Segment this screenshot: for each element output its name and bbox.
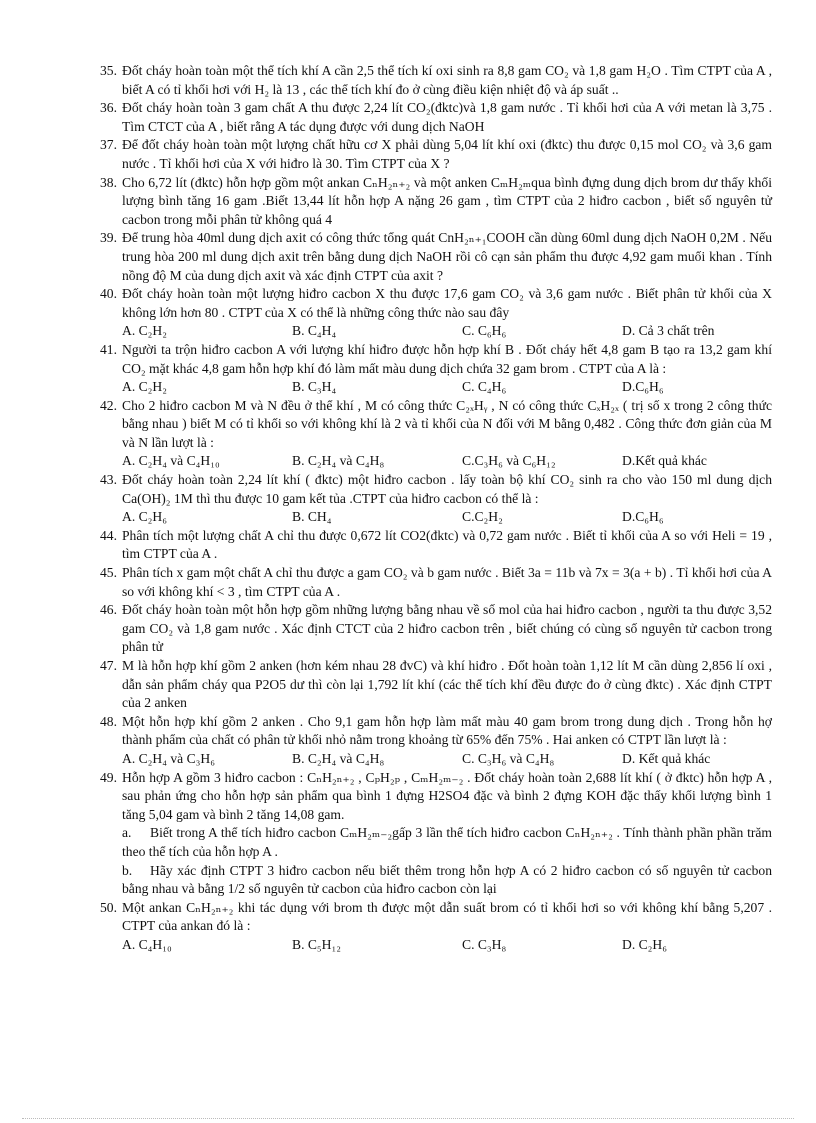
question-number: 49. bbox=[100, 769, 117, 785]
answer-choice-d: D.C₆H₆ bbox=[622, 379, 664, 395]
question-41 bbox=[100, 341, 772, 397]
answer-choice-c: C. C₆H₆ bbox=[462, 323, 507, 339]
question-38 bbox=[100, 174, 772, 230]
answer-choice-d: D. Kết quả khác bbox=[622, 750, 711, 766]
question-text: Hỗn hợp A gồm 3 hiđro cacbon : CₙH₂ₙ₊₂ , CₚH₂ₚ , CₘH₂ₘ₋₂ . Đốt cháy hoàn toàn 2,688 lít khí ( ở đktc) hỗn hợp A , sau phản ứng cho hỗn hợp sản phẩm qua bình 1 đựng H2SO4 đặc và bình 2 đựng KOH đặc thấy khối lượng bình 1 tăng 5,04 gam và bình 2 tăng 14,08 gam. bbox=[122, 769, 772, 822]
answer-choice-c: C. C₃H₆ và C₄H₈ bbox=[462, 750, 555, 766]
question-text-block bbox=[100, 471, 772, 508]
answer-choice-b: B. CH₄ bbox=[292, 509, 332, 525]
question-text: Phân tích x gam một chất A chỉ thu được a gam CO₂ và b gam nước . Biết 3a = 11b và 7x = 3(a + b) . Tỉ khối hơi của A so với không khí < 3 , tìm CTPT của A . bbox=[122, 565, 772, 599]
answer-choice-a: A. C₄H₁₀ bbox=[122, 936, 172, 952]
answer-choice-c: C.C₂H₂ bbox=[462, 509, 503, 525]
sub-question bbox=[122, 862, 772, 899]
question-number: 36. bbox=[100, 100, 117, 116]
question-number: 39. bbox=[100, 230, 117, 246]
answer-choice-b: B. C₂H₄ và C₄H₈ bbox=[292, 750, 385, 766]
question-47 bbox=[100, 657, 772, 713]
answer-choices bbox=[122, 936, 772, 955]
sub-question-text: Biết trong A thể tích hiđro cacbon CₘH₂ₘ₋₂gấp 3 lần thể tích hiđro cacbon CₙH₂ₙ₊₂ . Tính thành phần phần trăm theo thể tích của hỗn hợp A . bbox=[122, 825, 772, 859]
question-text: Đốt cháy hoàn toàn một lượng hiđro cacbon X thu được 17,6 gam CO₂ và 3,6 gam nước . Biết phân tử khối của X không lớn hơn 80 . CTPT của X có thể là những công thức nào sau đây bbox=[122, 286, 772, 320]
answer-choice-b: B. C₂H₄ và C₄H₈ bbox=[292, 453, 385, 469]
answer-choice-b: B. C₅H₁₂ bbox=[292, 936, 341, 952]
question-number: 48. bbox=[100, 713, 117, 729]
question-49 bbox=[100, 769, 772, 899]
question-36 bbox=[100, 99, 772, 136]
question-number: 43. bbox=[100, 472, 117, 488]
answer-choice-a: A. C₂H₄ và C₄H₁₀ bbox=[122, 453, 220, 469]
question-text: M là hỗn hợp khí gồm 2 anken (hơn kém nhau 28 đvC) và khí hiđro . Đốt hoàn toàn 1,12 lít M cần dùng 2,856 lí oxi , dẫn sản phẩm cháy qua P2O5 dư thì còn lại 1,792 lít khí (các thể tích khí đều được đo ở cùng đktc) . Xác định CTPT của 2 anken bbox=[122, 658, 772, 711]
question-number: 44. bbox=[100, 527, 117, 543]
answer-choice-d: D.Kết quả khác bbox=[622, 453, 707, 469]
question-37 bbox=[100, 136, 772, 173]
question-text-block bbox=[100, 136, 772, 173]
question-text-block bbox=[100, 99, 772, 136]
answer-choice-d: D. C₂H₆ bbox=[622, 936, 667, 952]
question-40 bbox=[100, 285, 772, 341]
question-number: 38. bbox=[100, 174, 117, 190]
question-number: 47. bbox=[100, 658, 117, 673]
sub-question-label: b. bbox=[122, 862, 133, 878]
question-text-block bbox=[100, 601, 772, 657]
question-list bbox=[100, 62, 772, 955]
question-number: 37. bbox=[100, 137, 117, 153]
answer-choice-a: A. C₂H₂ bbox=[122, 379, 167, 395]
question-text: Một ankan CₙH₂ₙ₊₂ khi tác dụng với brom th được một dẫn suất brom có tỉ khối hơi so với không khí bằng 5,207 . CTPT của ankan đó là : bbox=[122, 899, 772, 934]
question-text: Đốt cháy hoàn toàn một thể tích khí A cần 2,5 thể tích kí oxi sinh ra 8,8 gam CO₂ và 1,8 gam H₂O . Tìm CTPT của A , biết A có tỉ khối hơi với H₂ là 13 , các thể tích khí đo ở cùng điều kiện nhiệt độ và áp suất .. bbox=[122, 63, 772, 97]
question-text: Cho 6,72 lít (đktc) hỗn hợp gồm một ankan CₙH₂ₙ₊₂ và một anken CₘH₂ₘqua bình đựng dung dịch brom dư thấy khối lượng bình tăng 16 gam .Biết 13,44 lít hỗn hợp A nặng 26 gam , tìm CTPT của 2 hiđro cacbon , biết số nguyên tử cacbon trong mỗi phân tử không quá 4 bbox=[122, 174, 772, 227]
answer-choices bbox=[122, 322, 772, 341]
question-text: Một hỗn hợp khí gồm 2 anken . Cho 9,1 gam hỗn hợp làm mất màu 40 gam brom trong dung dịch . Trong hỗn hợ thành phẩm của chất có phân tử khối nhỏ nằm trong khoảng từ 65% đến 75% . Hai anken có CTPT lần lượt là : bbox=[122, 713, 772, 748]
question-text-block bbox=[100, 769, 772, 825]
answer-choice-d: D.C₆H₆ bbox=[622, 509, 664, 525]
question-number: 35. bbox=[100, 63, 117, 78]
question-text: Cho 2 hiđro cacbon M và N đều ở thể khí , M có công thức C₂ₓHᵧ , N có công thức CₓH₂ₓ ( trị số x trong 2 công thức bằng nhau ) biết M có tỉ khối so với không khí là 2 và tỉ khối của N đối với M bằng 0,482 . Công thức đơn giản của M và N lần lượt là : bbox=[122, 397, 772, 450]
question-text: Đốt cháy hoàn toàn một hỗn hợp gồm những lượng bằng nhau về số mol của hai hiđro cacbon , người ta thu được 3,52 gam CO₂ và 1,8 gam nước . Xác định CTCT của 2 hiđro cacbon trên , biết chúng có cùng số nguyên tử cacbon trong phân tử bbox=[122, 602, 772, 655]
question-35 bbox=[100, 62, 772, 99]
question-44 bbox=[100, 527, 772, 564]
question-text-block bbox=[100, 62, 772, 99]
question-48 bbox=[100, 713, 772, 769]
answer-choice-b: B. C₃H₄ bbox=[292, 379, 337, 395]
answer-choices bbox=[122, 508, 772, 527]
question-text: Để trung hòa 40ml dung dịch axit có công thức tổng quát CnH₂ₙ₊₁COOH cần dùng 60ml dung dịch NaOH 0,2M . Nếu trung hòa 200 ml dung dịch axit trên bằng dung dịch NaOH rồi cô cạn sản phẩm thu được 4,92 gam muối khan . Tính nồng độ M của dung dịch axit và xác định CTPT của axit ? bbox=[122, 230, 772, 283]
answer-choice-a: A. C₂H₂ bbox=[122, 323, 167, 339]
question-text-block bbox=[100, 229, 772, 285]
page-bottom-rule bbox=[22, 1118, 794, 1119]
question-text-block bbox=[100, 713, 772, 750]
question-39 bbox=[100, 229, 772, 285]
question-text-block bbox=[100, 397, 772, 453]
question-number: 46. bbox=[100, 602, 117, 618]
question-number: 41. bbox=[100, 341, 117, 357]
question-text-block bbox=[100, 564, 772, 601]
answer-choices bbox=[122, 378, 772, 397]
question-text: Để đốt cháy hoàn toàn một lượng chất hữu cơ X phải dùng 5,04 lít khí oxi (đktc) thu được 0,15 mol CO₂ và 3,6 gam nước . Tỉ khối hơi của X với hiđro là 30. Tìm CTPT của X ? bbox=[122, 137, 772, 171]
answer-choice-a: A. C₂H₄ và C₃H₆ bbox=[122, 750, 215, 766]
question-number: 40. bbox=[100, 286, 117, 302]
question-text-block bbox=[100, 341, 772, 378]
answer-choices bbox=[122, 750, 772, 769]
answer-choice-d: D. Cả 3 chất trên bbox=[622, 323, 715, 339]
question-number: 45. bbox=[100, 565, 117, 581]
question-number: 50. bbox=[100, 899, 117, 915]
sub-question-label: a. bbox=[122, 825, 132, 841]
question-43 bbox=[100, 471, 772, 527]
question-text-block bbox=[100, 527, 772, 564]
answer-choice-a: A. C₂H₆ bbox=[122, 509, 167, 525]
sub-question-text: Hãy xác định CTPT 3 hiđro cacbon nếu biết thêm trong hỗn hợp A có 2 hiđro cacbon có số nguyên tử cacbon bằng nhau và bằng 1/2 số nguyên tử cacbon của hiđro cacbon còn lại bbox=[122, 862, 772, 897]
answer-choice-b: B. C₄H₄ bbox=[292, 323, 337, 339]
question-text-block bbox=[100, 899, 772, 936]
question-46 bbox=[100, 601, 772, 657]
question-number: 42. bbox=[100, 397, 117, 413]
question-50 bbox=[100, 899, 772, 955]
answer-choice-c: C. C₄H₆ bbox=[462, 379, 507, 395]
question-text-block bbox=[100, 174, 772, 230]
question-45 bbox=[100, 564, 772, 601]
answer-choice-c: C.C₃H₆ và C₆H₁₂ bbox=[462, 453, 556, 469]
question-text: Đốt cháy hoàn toàn 3 gam chất A thu được 2,24 lít CO₂(đktc)và 1,8 gam nước . Tỉ khối hơi của A với metan là 3,75 . Tìm CTCT của A , biết rằng A tác dụng được với dung dịch NaOH bbox=[122, 100, 772, 134]
answer-choices bbox=[122, 452, 772, 471]
answer-choice-c: C. C₃H₈ bbox=[462, 936, 507, 952]
question-text: Đốt cháy hoàn toàn 2,24 lít khí ( đktc) một hiđro cacbon . lấy toàn bộ khí CO₂ sinh ra cho vào 150 ml dung dịch Ca(OH)₂ 1M thì thu được 10 gam kết tủa .CTPT của hiđro cacbon có thể là : bbox=[122, 472, 772, 506]
question-text-block bbox=[100, 657, 772, 713]
question-text: Người ta trộn hiđro cacbon A với lượng khí hiđro được hỗn hợp khí B . Đốt cháy hết 4,8 gam B tạo ra 13,2 gam khí CO₂ mặt khác 4,8 gam hỗn hợp khí đó làm mất màu dung dịch chứa 32 gam brom . CTPT của A là : bbox=[122, 341, 772, 376]
question-text-block bbox=[100, 285, 772, 322]
question-text: Phân tích một lượng chất A chỉ thu được 0,672 lít CO2(đktc) và 0,72 gam nước . Biết tỉ khối của A so với Heli = 19 , tìm CTPT của A . bbox=[122, 527, 772, 562]
sub-question bbox=[122, 824, 772, 861]
question-42 bbox=[100, 397, 772, 471]
